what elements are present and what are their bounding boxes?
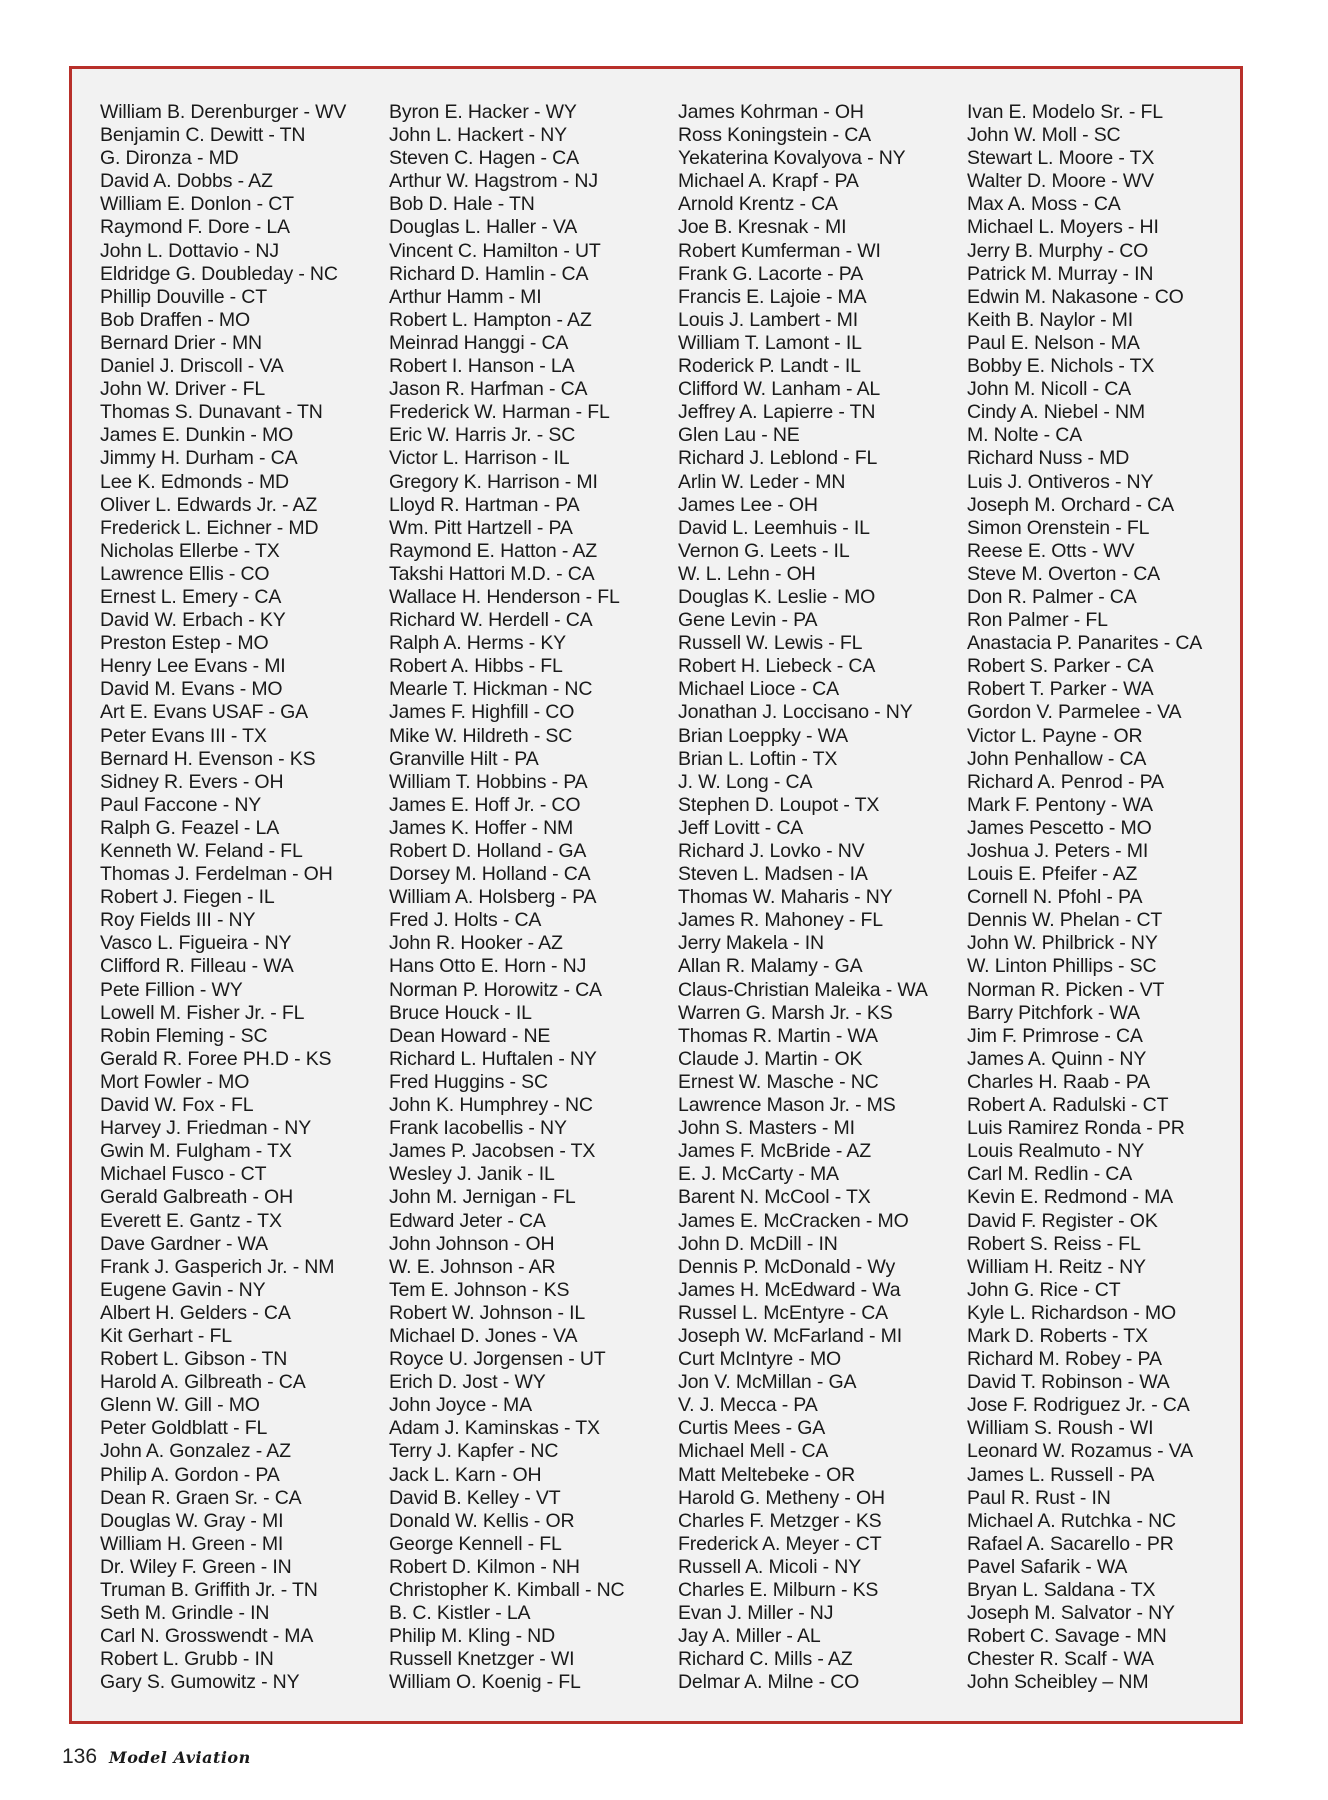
list-item: Charles E. Milburn - KS bbox=[678, 1579, 879, 1601]
list-item: John L. Hackert - NY bbox=[389, 124, 567, 147]
list-item: Russell W. Lewis - FL bbox=[678, 632, 863, 655]
list-item: Richard J. Leblond - FL bbox=[678, 447, 878, 470]
list-item: Mearle T. Hickman - NC bbox=[389, 678, 593, 701]
list-item: Gordon V. Parmelee - VA bbox=[967, 701, 1182, 724]
list-item: William H. Green - MI bbox=[100, 1532, 284, 1555]
list-item: Kevin E. Redmond - MA bbox=[967, 1186, 1174, 1209]
list-item: Joshua J. Peters - MI bbox=[967, 840, 1149, 862]
list-item: Thomas J. Ferdelman - OH bbox=[100, 863, 333, 886]
list-item: Robert L. Gibson - TN bbox=[100, 1348, 288, 1371]
list-item: Ralph A. Herms - KY bbox=[389, 632, 567, 655]
list-item: Stephen D. Loupot - TX bbox=[678, 793, 880, 816]
list-item: Byron E. Hacker - WY bbox=[389, 101, 577, 123]
list-item: Russell A. Micoli - NY bbox=[678, 1555, 862, 1578]
list-item: Harvey J. Friedman - NY bbox=[100, 1117, 312, 1140]
list-item: William H. Reitz - NY bbox=[967, 1255, 1146, 1278]
list-item: Oliver L. Edwards Jr. - AZ bbox=[100, 493, 318, 516]
list-item: Barent N. McCool - TX bbox=[678, 1186, 871, 1209]
list-item: Peter Goldblatt - FL bbox=[100, 1417, 268, 1440]
list-item: Mort Fowler - MO bbox=[100, 1070, 250, 1093]
list-item: Thomas W. Maharis - NY bbox=[678, 886, 893, 909]
list-item: W. Linton Phillips - SC bbox=[967, 955, 1157, 978]
list-item: Anastacia P. Panarites - CA bbox=[967, 632, 1203, 655]
list-item: Jim F. Primrose - CA bbox=[967, 1024, 1143, 1047]
list-item: Jeff Lovitt - CA bbox=[678, 816, 804, 839]
list-item: Robert H. Liebeck - CA bbox=[678, 655, 876, 678]
list-item: Roderick P. Landt - IL bbox=[678, 355, 861, 378]
list-item: Jon V. McMillan - GA bbox=[678, 1371, 857, 1394]
list-item: Jonathan J. Loccisano - NY bbox=[678, 701, 913, 724]
list-item: David W. Fox - FL bbox=[100, 1094, 254, 1117]
list-item: Dr. Wiley F. Green - IN bbox=[100, 1555, 292, 1578]
list-item: Richard A. Penrod - PA bbox=[967, 770, 1164, 793]
list-item: Charles F. Metzger - KS bbox=[678, 1509, 882, 1532]
list-item: Pavel Safarik - WA bbox=[967, 1555, 1128, 1578]
list-item: Richard W. Herdell - CA bbox=[389, 609, 593, 632]
list-item: Wm. Pitt Hartzell - PA bbox=[389, 516, 573, 539]
list-item: George Kennell - FL bbox=[389, 1532, 562, 1555]
list-item: David B. Kelley - VT bbox=[389, 1486, 561, 1509]
list-item: Richard C. Mills - AZ bbox=[678, 1648, 853, 1671]
list-item: Raymond F. Dore - LA bbox=[100, 216, 290, 239]
list-item: Lloyd R. Hartman - PA bbox=[389, 493, 580, 516]
list-item: Leonard W. Rozamus - VA bbox=[967, 1440, 1193, 1463]
list-item: Fred Huggins - SC bbox=[389, 1070, 548, 1093]
list-item: Paul Faccone - NY bbox=[100, 793, 262, 816]
list-item: Don R. Palmer - CA bbox=[967, 585, 1137, 608]
list-item: Carl N. Grosswendt - MA bbox=[100, 1625, 314, 1648]
list-item: Yekaterina Kovalyova - NY bbox=[678, 147, 906, 170]
list-item: Philip A. Gordon - PA bbox=[100, 1463, 280, 1486]
list-item: James E. McCracken - MO bbox=[678, 1209, 909, 1232]
list-item: Glen Lau - NE bbox=[678, 424, 800, 447]
list-item: Frank G. Lacorte - PA bbox=[678, 262, 864, 285]
list-item: Charles H. Raab - PA bbox=[967, 1070, 1151, 1093]
list-item: Eric W. Harris Jr. - SC bbox=[389, 424, 576, 447]
list-item: John L. Dottavio - NJ bbox=[100, 239, 279, 262]
list-item: Dave Gardner - WA bbox=[100, 1232, 268, 1255]
list-item: Robert I. Hanson - LA bbox=[389, 355, 575, 378]
list-item: Francis E. Lajoie - MA bbox=[678, 285, 867, 308]
list-item: Mark D. Roberts - TX bbox=[967, 1324, 1148, 1347]
list-item: Robert D. Holland - GA bbox=[389, 840, 587, 862]
list-item: James P. Jacobsen - TX bbox=[389, 1140, 596, 1163]
list-item: Robin Fleming - SC bbox=[100, 1024, 268, 1047]
list-item: David L. Leemhuis - IL bbox=[678, 516, 870, 539]
list-item: Gwin M. Fulgham - TX bbox=[100, 1140, 292, 1163]
list-item: Robert W. Johnson - IL bbox=[389, 1301, 586, 1324]
list-item: Douglas L. Haller - VA bbox=[389, 216, 578, 239]
list-item: Thomas R. Martin - WA bbox=[678, 1024, 878, 1047]
list-item: Mike W. Hildreth - SC bbox=[389, 724, 573, 747]
list-item: Robert T. Parker - WA bbox=[967, 678, 1154, 701]
list-item: Takshi Hattori M.D. - CA bbox=[389, 562, 595, 585]
list-item: Richard J. Lovko - NV bbox=[678, 840, 865, 862]
list-item: William B. Derenburger - WV bbox=[100, 101, 347, 123]
list-item: David T. Robinson - WA bbox=[967, 1371, 1170, 1394]
list-item: Stewart L. Moore - TX bbox=[967, 147, 1155, 170]
column-2 bbox=[389, 101, 689, 1694]
list-item: Jason R. Harfman - CA bbox=[389, 378, 588, 401]
list-item: James Pescetto - MO bbox=[967, 816, 1152, 839]
name-list-panel bbox=[69, 66, 1243, 1724]
list-item: John M. Nicoll - CA bbox=[967, 378, 1132, 401]
list-item: John R. Hooker - AZ bbox=[389, 932, 563, 955]
list-item: Luis J. Ontiveros - NY bbox=[967, 470, 1154, 493]
list-item: Terry J. Kapfer - NC bbox=[389, 1440, 559, 1463]
list-item: Frederick L. Eichner - MD bbox=[100, 516, 319, 539]
list-item: Joseph W. McFarland - MI bbox=[678, 1324, 902, 1347]
list-item: Steven L. Madsen - IA bbox=[678, 863, 868, 886]
list-item: Curtis Mees - GA bbox=[678, 1417, 826, 1440]
list-item: Arlin W. Leder - MN bbox=[678, 470, 846, 493]
list-item: Arnold Krentz - CA bbox=[678, 193, 838, 216]
list-item: E. J. McCarty - MA bbox=[678, 1163, 839, 1186]
list-item: Norman R. Picken - VT bbox=[967, 978, 1165, 1001]
list-item: Joseph M. Salvator - NY bbox=[967, 1602, 1175, 1625]
list-item: David W. Erbach - KY bbox=[100, 609, 286, 632]
list-item: John G. Rice - CT bbox=[967, 1278, 1121, 1301]
list-item: Evan J. Miller - NJ bbox=[678, 1602, 834, 1625]
list-item: Brian Loeppky - WA bbox=[678, 724, 848, 747]
list-item: Roy Fields III - NY bbox=[100, 909, 256, 932]
list-item: James K. Hoffer - NM bbox=[389, 816, 574, 839]
list-item: William E. Donlon - CT bbox=[100, 193, 294, 216]
list-item: Dean Howard - NE bbox=[389, 1024, 551, 1047]
list-item: Kit Gerhart - FL bbox=[100, 1324, 232, 1347]
list-item: Jerry B. Murphy - CO bbox=[967, 239, 1149, 262]
list-item: Raymond E. Hatton - AZ bbox=[389, 539, 598, 562]
list-item: Robert A. Radulski - CT bbox=[967, 1094, 1169, 1117]
list-item: Fred J. Holts - CA bbox=[389, 909, 542, 932]
list-item: John W. Philbrick - NY bbox=[967, 932, 1158, 955]
list-item: M. Nolte - CA bbox=[967, 424, 1083, 447]
list-item: Chester R. Scalf - WA bbox=[967, 1648, 1154, 1671]
list-item: John Johnson - OH bbox=[389, 1232, 555, 1255]
list-item: Meinrad Hanggi - CA bbox=[389, 331, 569, 354]
list-item: Frederick A. Meyer - CT bbox=[678, 1532, 882, 1555]
list-item: Paul E. Nelson - MA bbox=[967, 331, 1140, 354]
list-item: Delmar A. Milne - CO bbox=[678, 1671, 860, 1694]
list-item: David A. Dobbs - AZ bbox=[100, 170, 273, 193]
list-item: Jose F. Rodriguez Jr. - CA bbox=[967, 1394, 1190, 1417]
list-item: Lawrence Mason Jr. - MS bbox=[678, 1094, 896, 1117]
list-item: James E. Hoff Jr. - CO bbox=[389, 793, 581, 816]
list-item: Curt McIntyre - MO bbox=[678, 1348, 842, 1371]
list-item: W. E. Johnson - AR bbox=[389, 1255, 556, 1278]
list-item: Victor L. Harrison - IL bbox=[389, 447, 570, 470]
list-item: William T. Hobbins - PA bbox=[389, 770, 588, 793]
list-item: Mark F. Pentony - WA bbox=[967, 793, 1153, 816]
list-item: James Kohrman - OH bbox=[678, 101, 864, 123]
list-item: Kyle L. Richardson - MO bbox=[967, 1301, 1176, 1324]
list-item: Patrick M. Murray - IN bbox=[967, 262, 1154, 285]
list-item: Robert S. Parker - CA bbox=[967, 655, 1154, 678]
list-item: William O. Koenig - FL bbox=[389, 1671, 581, 1694]
list-item: Robert J. Fiegen - IL bbox=[100, 886, 275, 909]
list-item: Granville Hilt - PA bbox=[389, 747, 539, 770]
list-item: Max A. Moss - CA bbox=[967, 193, 1121, 216]
list-item: Harold G. Metheny - OH bbox=[678, 1486, 885, 1509]
list-item: Reese E. Otts - WV bbox=[967, 539, 1135, 562]
list-item: Edward Jeter - CA bbox=[389, 1209, 546, 1232]
list-item: Frank J. Gasperich Jr. - NM bbox=[100, 1255, 335, 1278]
list-item: Glenn W. Gill - MO bbox=[100, 1394, 260, 1417]
list-item: Michael Mell - CA bbox=[678, 1440, 829, 1463]
list-item: Bobby E. Nichols - TX bbox=[967, 355, 1155, 378]
list-item: Gary S. Gumowitz - NY bbox=[100, 1671, 300, 1694]
list-item: Gerald R. Foree PH.D - KS bbox=[100, 1047, 332, 1070]
list-item: Lee K. Edmonds - MD bbox=[100, 470, 289, 493]
list-item: Richard Nuss - MD bbox=[967, 447, 1130, 470]
list-item: Paul R. Rust - IN bbox=[967, 1486, 1111, 1509]
list-item: Benjamin C. Dewitt - TN bbox=[100, 124, 306, 147]
list-item: Daniel J. Driscoll - VA bbox=[100, 355, 284, 378]
list-item: B. C. Kistler - LA bbox=[389, 1602, 531, 1625]
list-item: Jimmy H. Durham - CA bbox=[100, 447, 298, 470]
list-item: Louis E. Pfeifer - AZ bbox=[967, 863, 1138, 886]
list-item: Ralph G. Feazel - LA bbox=[100, 816, 280, 839]
list-item: Warren G. Marsh Jr. - KS bbox=[678, 1001, 893, 1024]
list-item: Henry Lee Evans - MI bbox=[100, 655, 286, 678]
list-item: Brian L. Loftin - TX bbox=[678, 747, 838, 770]
list-item: Michael Fusco - CT bbox=[100, 1163, 267, 1186]
list-item: Keith B. Naylor - MI bbox=[967, 308, 1134, 331]
list-item: Douglas K. Leslie - MO bbox=[678, 585, 876, 608]
list-item: Cindy A. Niebel - NM bbox=[967, 401, 1145, 424]
list-item: Nicholas Ellerbe - TX bbox=[100, 539, 280, 562]
list-item: Victor L. Payne - OR bbox=[967, 724, 1143, 747]
list-item: Ernest W. Masche - NC bbox=[678, 1070, 879, 1093]
list-item: Christopher K. Kimball - NC bbox=[389, 1579, 625, 1601]
list-item: Dean R. Graen Sr. - CA bbox=[100, 1486, 302, 1509]
list-item: Jerry Makela - IN bbox=[678, 932, 824, 955]
list-item: Edwin M. Nakasone - CO bbox=[967, 285, 1184, 308]
list-item: Art E. Evans USAF - GA bbox=[100, 701, 309, 724]
list-item: Sidney R. Evers - OH bbox=[100, 770, 284, 793]
list-item: Clifford W. Lanham - AL bbox=[678, 378, 881, 401]
list-item: Michael L. Moyers - HI bbox=[967, 216, 1159, 239]
list-item: Eldridge G. Doubleday - NC bbox=[100, 262, 338, 285]
list-item: Seth M. Grindle - IN bbox=[100, 1602, 270, 1625]
list-item: Matt Meltebeke - OR bbox=[678, 1463, 856, 1486]
list-item: V. J. Mecca - PA bbox=[678, 1394, 818, 1417]
list-item: David F. Register - OK bbox=[967, 1209, 1158, 1232]
list-item: James H. McEdward - Wa bbox=[678, 1278, 901, 1301]
list-item: Robert S. Reiss - FL bbox=[967, 1232, 1141, 1255]
list-item: Simon Orenstein - FL bbox=[967, 516, 1150, 539]
list-item: David M. Evans - MO bbox=[100, 678, 283, 701]
list-item: Norman P. Horowitz - CA bbox=[389, 978, 602, 1001]
list-item: James Lee - OH bbox=[678, 493, 818, 516]
list-item: Michael A. Rutchka - NC bbox=[967, 1509, 1176, 1532]
list-item: Robert D. Kilmon - NH bbox=[389, 1555, 580, 1578]
list-item: Albert H. Gelders - CA bbox=[100, 1301, 291, 1324]
list-item: Jack L. Karn - OH bbox=[389, 1463, 542, 1486]
page-footer bbox=[62, 1745, 251, 1775]
list-item: Richard D. Hamlin - CA bbox=[389, 262, 589, 285]
list-item: Gregory K. Harrison - MI bbox=[389, 470, 598, 493]
column-1 bbox=[100, 101, 400, 1694]
list-item: Richard L. Huftalen - NY bbox=[389, 1047, 597, 1070]
list-item: Lowell M. Fisher Jr. - FL bbox=[100, 1001, 305, 1024]
list-item: Phillip Douville - CT bbox=[100, 285, 267, 308]
list-item: Rafael A. Sacarello - PR bbox=[967, 1532, 1174, 1555]
list-item: Vincent C. Hamilton - UT bbox=[389, 239, 601, 262]
magazine-title: Model Aviation bbox=[109, 1748, 251, 1767]
list-item: Vernon G. Leets - IL bbox=[678, 539, 850, 562]
list-item: Richard M. Robey - PA bbox=[967, 1348, 1162, 1371]
list-item: John Scheibley – NM bbox=[967, 1671, 1149, 1694]
list-item: John D. McDill - IN bbox=[678, 1232, 838, 1255]
list-item: Jay A. Miller - AL bbox=[678, 1625, 821, 1648]
list-item: Bob D. Hale - TN bbox=[389, 193, 535, 216]
list-item: John A. Gonzalez - AZ bbox=[100, 1440, 291, 1463]
list-item: Bob Draffen - MO bbox=[100, 308, 251, 331]
list-item: Pete Fillion - WY bbox=[100, 978, 243, 1001]
list-item: Donald W. Kellis - OR bbox=[389, 1509, 575, 1532]
list-item: Michael A. Krapf - PA bbox=[678, 170, 859, 193]
list-item: John Penhallow - CA bbox=[967, 747, 1147, 770]
list-item: John W. Driver - FL bbox=[100, 378, 266, 401]
list-item: Steven C. Hagen - CA bbox=[389, 147, 579, 170]
list-item: Ernest L. Emery - CA bbox=[100, 585, 282, 608]
list-item: Russell Knetzger - WI bbox=[389, 1648, 575, 1671]
list-item: Luis Ramirez Ronda - PR bbox=[967, 1117, 1185, 1140]
list-item: Vasco L. Figueira - NY bbox=[100, 932, 292, 955]
list-item: Hans Otto E. Horn - NJ bbox=[389, 955, 587, 978]
list-item: Michael Lioce - CA bbox=[678, 678, 839, 701]
list-item: Ron Palmer - FL bbox=[967, 609, 1108, 632]
list-item: Erich D. Jost - WY bbox=[389, 1371, 546, 1394]
list-item: Bernard H. Evenson - KS bbox=[100, 747, 316, 770]
list-item: Jeffrey A. Lapierre - TN bbox=[678, 401, 876, 424]
list-item: Preston Estep - MO bbox=[100, 632, 269, 655]
list-item: Truman B. Griffith Jr. - TN bbox=[100, 1579, 318, 1601]
list-item: Bryan L. Saldana - TX bbox=[967, 1579, 1156, 1601]
list-item: James L. Russell - PA bbox=[967, 1463, 1155, 1486]
list-item: William A. Holsberg - PA bbox=[389, 886, 597, 909]
list-item: Dorsey M. Holland - CA bbox=[389, 863, 591, 886]
list-item: Walter D. Moore - WV bbox=[967, 170, 1154, 193]
list-item: Tem E. Johnson - KS bbox=[389, 1278, 570, 1301]
list-item: Kenneth W. Feland - FL bbox=[100, 840, 303, 862]
list-item: Everett E. Gantz - TX bbox=[100, 1209, 282, 1232]
list-item: Robert L. Grubb - IN bbox=[100, 1648, 274, 1671]
list-item: Joe B. Kresnak - MI bbox=[678, 216, 847, 239]
list-item: Douglas W. Gray - MI bbox=[100, 1509, 284, 1532]
list-item: Lawrence Ellis - CO bbox=[100, 562, 270, 585]
list-item: Philip M. Kling - ND bbox=[389, 1625, 556, 1648]
list-item: G. Dironza - MD bbox=[100, 147, 239, 170]
list-item: William S. Roush - WI bbox=[967, 1417, 1154, 1440]
list-item: Arthur W. Hagstrom - NJ bbox=[389, 170, 598, 193]
column-3 bbox=[678, 101, 978, 1694]
list-item: Royce U. Jorgensen - UT bbox=[389, 1348, 606, 1371]
list-item: John K. Humphrey - NC bbox=[389, 1094, 593, 1117]
list-item: Robert L. Hampton - AZ bbox=[389, 308, 592, 331]
list-item: Thomas S. Dunavant - TN bbox=[100, 401, 323, 424]
list-item: Gerald Galbreath - OH bbox=[100, 1186, 294, 1209]
column-4 bbox=[967, 101, 1267, 1694]
list-item: Cornell N. Pfohl - PA bbox=[967, 886, 1143, 909]
list-item: Louis Realmuto - NY bbox=[967, 1140, 1145, 1163]
list-item: Bernard Drier - MN bbox=[100, 331, 262, 354]
list-item: Russel L. McEntyre - CA bbox=[678, 1301, 889, 1324]
list-item: James F. McBride - AZ bbox=[678, 1140, 871, 1163]
list-item: J. W. Long - CA bbox=[678, 770, 813, 793]
list-item: Ivan E. Modelo Sr. - FL bbox=[967, 101, 1163, 123]
list-item: William T. Lamont - IL bbox=[678, 331, 862, 354]
page-number: 136 bbox=[62, 1745, 98, 1768]
list-item: Peter Evans III - TX bbox=[100, 724, 267, 747]
list-item: Robert A. Hibbs - FL bbox=[389, 655, 563, 678]
list-item: Michael D. Jones - VA bbox=[389, 1324, 578, 1347]
list-item: Clifford R. Filleau - WA bbox=[100, 955, 294, 978]
list-item: Allan R. Malamy - GA bbox=[678, 955, 863, 978]
list-item: John W. Moll - SC bbox=[967, 124, 1121, 147]
list-item: Wesley J. Janik - IL bbox=[389, 1163, 555, 1186]
list-item: Arthur Hamm - MI bbox=[389, 285, 542, 308]
list-item: W. L. Lehn - OH bbox=[678, 562, 816, 585]
list-item: Steve M. Overton - CA bbox=[967, 562, 1160, 585]
list-item: Barry Pitchfork - WA bbox=[967, 1001, 1140, 1024]
list-item: Robert Kumferman - WI bbox=[678, 239, 881, 262]
list-item: Claus-Christian Maleika - WA bbox=[678, 978, 928, 1001]
list-item: John S. Masters - MI bbox=[678, 1117, 855, 1140]
list-item: Dennis P. McDonald - Wy bbox=[678, 1255, 896, 1278]
list-item: Adam J. Kaminskas - TX bbox=[389, 1417, 600, 1440]
list-item: Frederick W. Harman - FL bbox=[389, 401, 610, 424]
list-item: Claude J. Martin - OK bbox=[678, 1047, 863, 1070]
list-item: Louis J. Lambert - MI bbox=[678, 308, 858, 331]
list-item: Bruce Houck - IL bbox=[389, 1001, 532, 1024]
list-item: Eugene Gavin - NY bbox=[100, 1278, 266, 1301]
list-item: James F. Highfill - CO bbox=[389, 701, 575, 724]
list-item: Robert C. Savage - MN bbox=[967, 1625, 1167, 1648]
list-item: Wallace H. Henderson - FL bbox=[389, 585, 620, 608]
list-item: Frank Iacobellis - NY bbox=[389, 1117, 567, 1140]
list-item: Dennis W. Phelan - CT bbox=[967, 909, 1163, 932]
list-item: James E. Dunkin - MO bbox=[100, 424, 294, 447]
list-item: John M. Jernigan - FL bbox=[389, 1186, 576, 1209]
list-item: Ross Koningstein - CA bbox=[678, 124, 872, 147]
list-item: James R. Mahoney - FL bbox=[678, 909, 883, 932]
list-item: Harold A. Gilbreath - CA bbox=[100, 1371, 306, 1394]
list-item: John Joyce - MA bbox=[389, 1394, 532, 1417]
list-item: Gene Levin - PA bbox=[678, 609, 818, 632]
list-item: Joseph M. Orchard - CA bbox=[967, 493, 1174, 516]
list-item: James A. Quinn - NY bbox=[967, 1047, 1147, 1070]
list-item: Carl M. Redlin - CA bbox=[967, 1163, 1133, 1186]
